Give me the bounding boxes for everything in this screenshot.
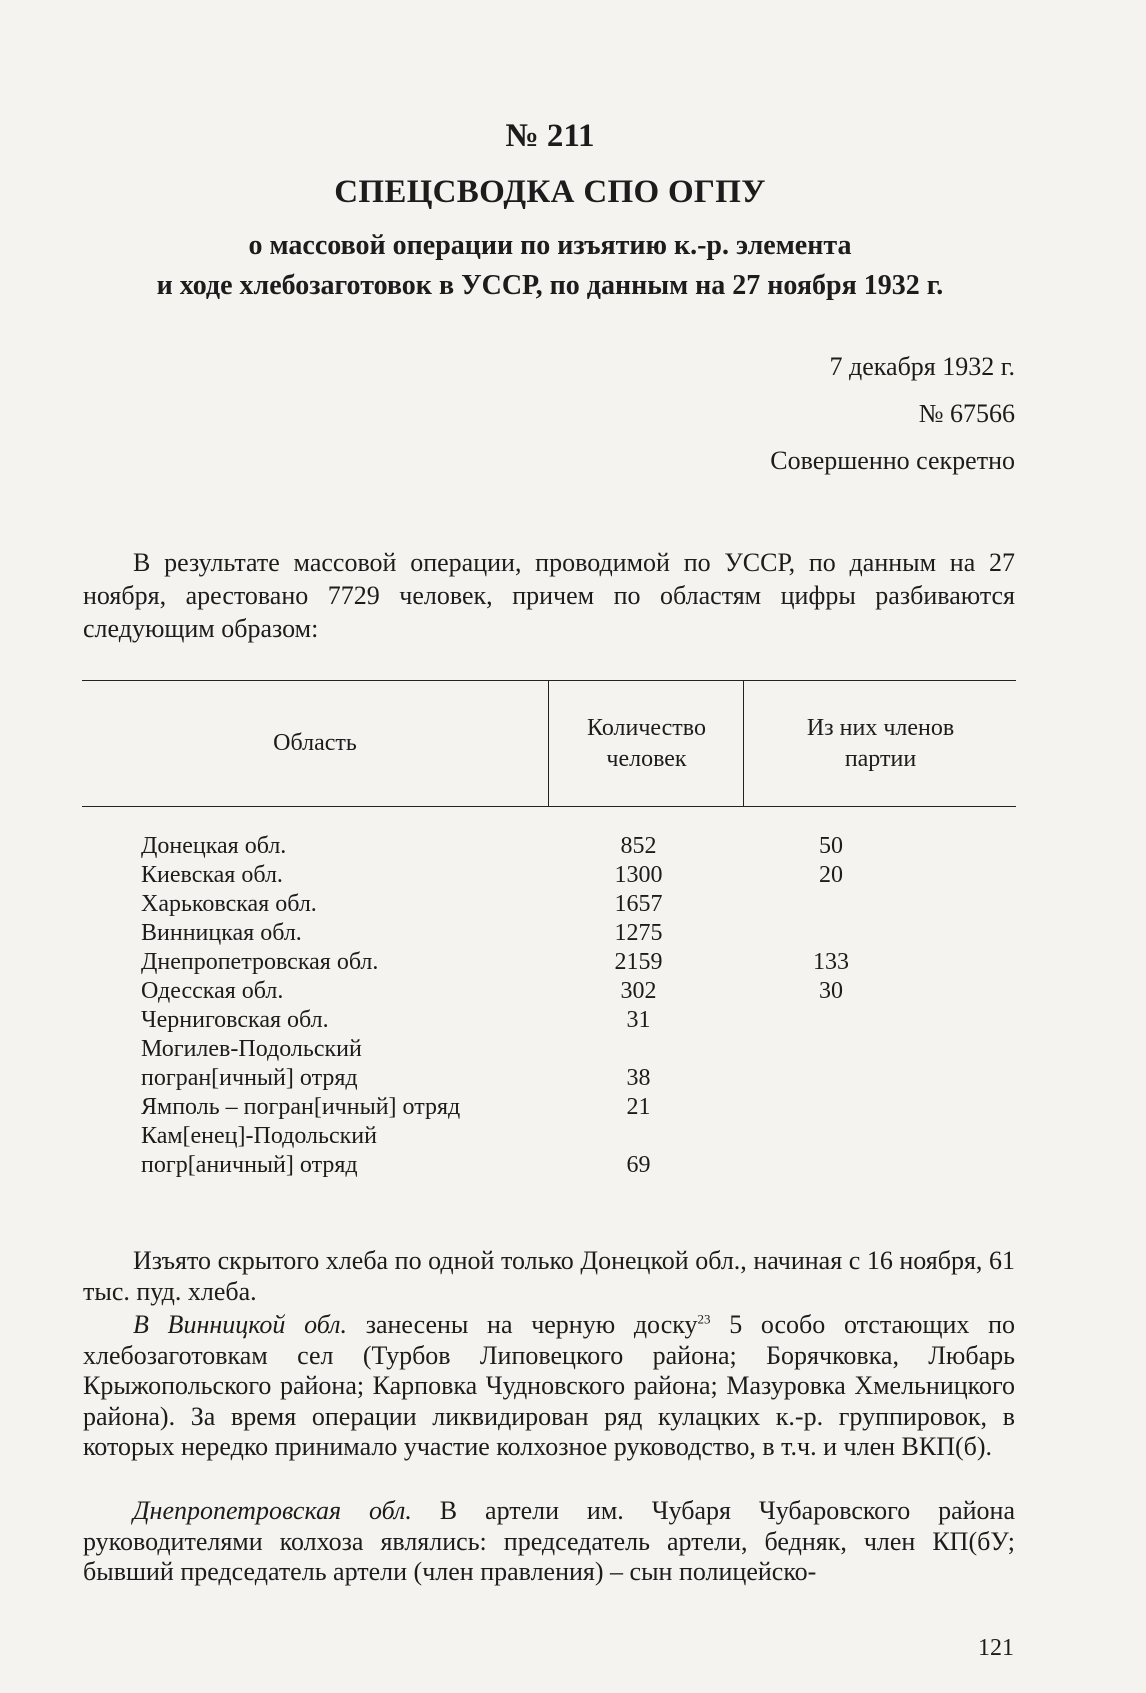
region-name: Могилев-Подольский погран[ичный] отряд (141, 1036, 362, 1091)
region-name: Черниговская обл. (141, 1007, 329, 1033)
intro-paragraph: В результате массовой операции, проводимой по УССР, по данным на 27 ноября, арестовано 7729 человек, причем по областям цифры разбиваются следующим образом: (83, 548, 1015, 643)
table-row (141, 1122, 1021, 1180)
paragraph-dnepropetrovsk: Днепропетровская обл. В артели им. Чубаря Чубаровского района руководителями колхоза являлись: председатель артели, бедняк, член КП(бУ; бывший председатель артели (член правления) – сын полицейско- (83, 1496, 1016, 1586)
subtitle-line-1: о массовой операции по изъятию к.-р. элемента (248, 230, 852, 261)
page-number: 121 (978, 1635, 1014, 1661)
document-subtitle (0, 226, 1100, 306)
arrest-count: 852 (620, 833, 657, 859)
arrest-count: 21 (626, 1094, 651, 1120)
table-row (141, 1093, 1021, 1122)
arrests-table-header (82, 680, 1016, 807)
arrest-count: 31 (626, 1007, 651, 1033)
table-row (141, 1035, 1021, 1093)
table-row (141, 1006, 1021, 1035)
column-divider (548, 681, 549, 806)
table-row (141, 832, 1021, 861)
header-party: Из них членов партии (806, 714, 955, 772)
region-name: Винницкая обл. (141, 920, 302, 946)
header-region: Область (273, 730, 357, 756)
header-count: Количество человек (587, 714, 706, 772)
table-row (141, 948, 1021, 977)
party-member-count: 20 (819, 862, 843, 888)
table-row (141, 977, 1021, 1006)
region-name: Кам[енец]-Подольский погр[аничный] отряд (141, 1123, 377, 1178)
arrest-count: 1275 (614, 920, 663, 946)
classification-stamp: Совершенно секретно (770, 446, 1015, 475)
region-name: Киевская обл. (141, 862, 283, 888)
footnote-marker: 23 (697, 1311, 711, 1327)
region-name: Одесская обл. (141, 978, 284, 1004)
region-name: Днепропетровская обл. (141, 949, 379, 975)
arrest-count: 302 (620, 978, 657, 1004)
arrest-count: 1657 (614, 891, 663, 917)
document-number: № 211 (505, 118, 595, 154)
document-date: 7 декабря 1932 г. (829, 352, 1015, 381)
table-row (141, 890, 1021, 919)
party-member-count: 133 (813, 949, 849, 975)
party-member-count: 30 (819, 978, 843, 1004)
subtitle-line-2: и ходе хлебозаготовок в УССР, по данным на 27 ноября 1932 г. (156, 270, 944, 301)
region-name: Ямполь – погран[ичный] отряд (141, 1094, 461, 1120)
arrest-count: 69 (626, 1152, 651, 1178)
document-title: СПЕЦСВОДКА СПО ОГПУ (334, 174, 766, 210)
column-divider (743, 681, 744, 806)
registration-number: № 67566 (918, 399, 1015, 428)
arrest-count: 38 (626, 1065, 651, 1091)
paragraph-vinnitsa: В Винницкой обл. занесены на черную доску$^{23}$ 5 особо отстающих по хлебозаготовкам сел (Турбов Липовецкого района; Борячковка, Любарь Крыжопольского района; Карповка Чудновского района; Мазуровка Хмельницкого района). За время операции ликвидирован ряд кулацких к.-р. группировок, в которых нередко принимало участие колхозное руководство, в т.ч. и член ВКП(б). (83, 1310, 1016, 1461)
region-name: Донецкая обл. (141, 833, 287, 859)
arrests-table-body (141, 832, 1021, 1180)
table-row (141, 919, 1021, 948)
paragraph-donetsk: Изъято скрытого хлеба по одной только Донецкой обл., начиная с 16 ноября, 61 тыс. пуд. хлеба. (83, 1246, 1015, 1306)
table-row (141, 861, 1021, 890)
region-lead: В Винницкой обл. (133, 1310, 348, 1339)
region-lead: Днепропетровская обл. (133, 1496, 412, 1525)
party-member-count: 50 (819, 833, 843, 859)
arrest-count: 1300 (614, 862, 663, 888)
region-name: Харьковская обл. (141, 891, 317, 917)
arrest-count: 2159 (614, 949, 663, 975)
